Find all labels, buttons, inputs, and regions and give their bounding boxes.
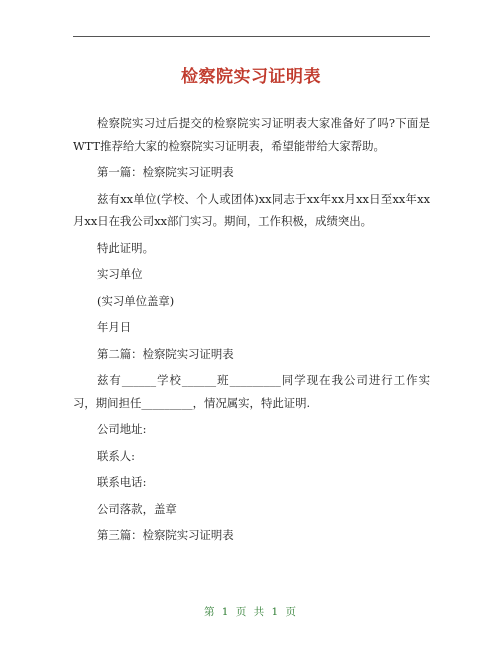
- section-1-text: 兹有xx单位(学校、个人或团体)xx同志于xx年xx月xx日至xx年xx月xx日在我公司xx部门实习。期间，工作积极，成绩突出。: [73, 191, 430, 228]
- document-body: [73, 112, 430, 551]
- section-1-heading: 第一篇：检察院实习证明表: [97, 165, 234, 179]
- section-3-heading: 第三篇：检察院实习证明表: [97, 528, 234, 542]
- section-2-address: 公司地址:: [97, 422, 147, 436]
- page-footer: 第 1 页 共 1 页: [203, 606, 299, 618]
- section-1-certify: 特此证明。: [97, 240, 154, 255]
- section-2-heading: 第二篇：检察院实习证明表: [97, 346, 234, 361]
- header-rule: [73, 36, 430, 37]
- section-2-sign: 公司落款，盖章: [97, 501, 177, 516]
- section-1-seal: (实习单位盖章): [97, 293, 175, 308]
- section-2-phone: 联系电话:: [97, 475, 147, 489]
- document-title: 检察院实习证明表: [181, 67, 321, 87]
- section-1-unit: 实习单位: [97, 267, 143, 281]
- section-2-contact: 联系人:: [97, 448, 136, 463]
- section-2-text: 兹有______学校______班_________同学现在我公司进行工作实习，期间担任_________，情况属实，特此证明.: [73, 373, 430, 410]
- section-1-date: 年月日: [97, 320, 132, 334]
- intro-paragraph: 检察院实习过后提交的检察院实习证明表大家准备好了吗?下面是WTT推荐给大家的检察院实习证明表，希望能带给大家帮助。: [73, 116, 430, 153]
